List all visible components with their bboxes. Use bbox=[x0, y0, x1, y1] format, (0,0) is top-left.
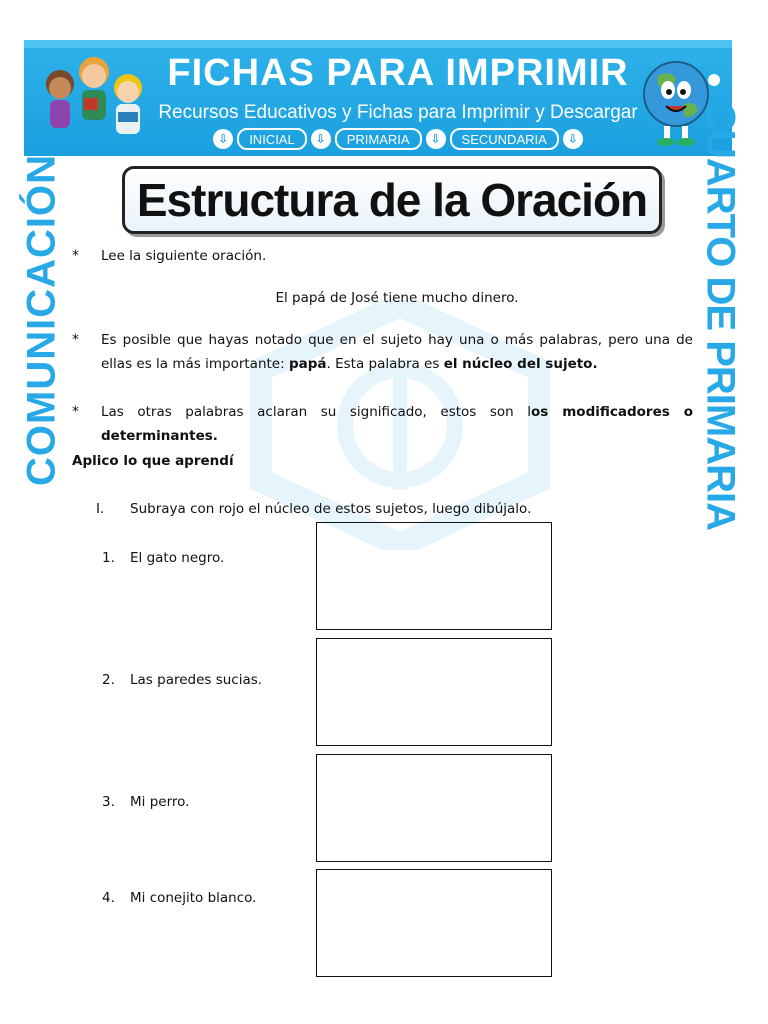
drawing-box-4[interactable] bbox=[316, 869, 552, 977]
arrow-down-icon: ⇩ bbox=[563, 129, 583, 149]
item-text: Mi conejito blanco. bbox=[130, 890, 257, 906]
item-text: El gato negro. bbox=[130, 550, 225, 566]
header-banner bbox=[24, 40, 732, 156]
instruction-number: I. bbox=[96, 501, 105, 517]
bullet-1: * bbox=[72, 248, 79, 264]
nav-primaria[interactable]: PRIMARIA bbox=[335, 128, 422, 150]
arrow-down-icon: ⇩ bbox=[426, 129, 446, 149]
banner-stripe bbox=[24, 40, 732, 48]
drawing-box-1[interactable] bbox=[316, 522, 552, 630]
subject-text: COMUNICACIÓN bbox=[19, 154, 64, 486]
subject-label bbox=[12, 154, 72, 486]
drawing-box-2[interactable] bbox=[316, 638, 552, 746]
grade-text: CUARTO DE PRIMARIA bbox=[698, 102, 743, 530]
worksheet-title: Estructura de la Oración bbox=[136, 174, 648, 226]
arrow-down-icon: ⇩ bbox=[213, 129, 233, 149]
instruction-text: Subraya con rojo el núcleo de estos sujetos, luego dibújalo. bbox=[130, 501, 532, 517]
bullet-3: * bbox=[72, 404, 79, 420]
item-number: 2. bbox=[102, 672, 115, 688]
item-number: 1. bbox=[102, 550, 115, 566]
arrow-down-icon: ⇩ bbox=[311, 129, 331, 149]
site-subtitle: Recursos Educativos y Fichas para Imprimir y Descargar bbox=[158, 102, 638, 123]
example-sentence: El papá de José tiene mucho dinero. bbox=[275, 290, 519, 306]
nav-inicial[interactable]: INICIAL bbox=[237, 128, 307, 150]
instruction-read: Lee la siguiente oración. bbox=[101, 248, 267, 264]
item-number: 3. bbox=[102, 794, 115, 810]
paragraph-modifiers: Las otras palabras aclaran su significado, estos son los modificadores o determinantes. bbox=[101, 404, 693, 444]
grade-label bbox=[690, 102, 750, 530]
drawing-box-3[interactable] bbox=[316, 754, 552, 862]
bullet-2: * bbox=[72, 332, 79, 348]
children-illustration bbox=[32, 48, 152, 152]
item-text: Mi perro. bbox=[130, 794, 190, 810]
item-number: 4. bbox=[102, 890, 115, 906]
worksheet-title-box bbox=[122, 166, 662, 234]
item-text: Las paredes sucias. bbox=[130, 672, 263, 688]
nav-row bbox=[158, 128, 638, 150]
site-title: FICHAS PARA IMPRIMIR bbox=[167, 52, 629, 94]
paragraph-nucleus: Es posible que hayas notado que en el sujeto hay una o más palabras, pero una de ellas es la más importante: papá. Esta palabra es el núcleo del sujeto. bbox=[101, 332, 693, 372]
section-heading: Aplico lo que aprendí bbox=[72, 453, 234, 469]
nav-secundaria[interactable]: SECUNDARIA bbox=[450, 128, 559, 150]
